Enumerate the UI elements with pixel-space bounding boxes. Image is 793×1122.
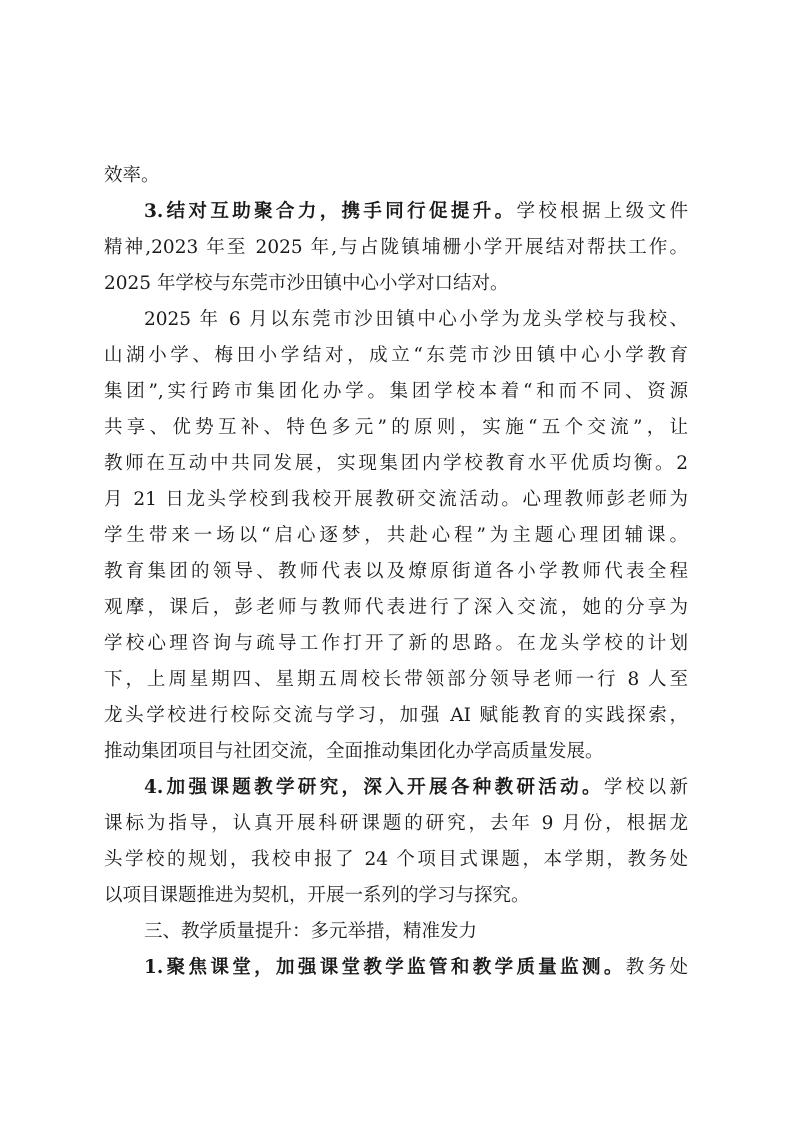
para-line: 课标为指导，认真开展科研课题的研究，去年 9 月份，根据龙 [104,813,688,834]
para-line: 观摩，课后，彭老师与教师代表进行了深入交流，她的分享为 [104,597,688,618]
heading-3-line: 3.结对互助聚合力，携手同行促提升。学校根据上级文件 [144,201,688,222]
para-line: 精神,2023 年至 2025 年,与占陇镇埔栅小学开展结对帮扶工作。 [104,237,688,258]
para-line: 推动集团项目与社团交流，全面推动集团化办学高质量发展。 [104,741,604,762]
para-line: 共享、优势互补、特色多元”的原则，实施“五个交流”，让 [104,417,688,438]
para-line: 山湖小学、梅田小学结对，成立“东莞市沙田镇中心小学教育 [104,345,688,366]
para-line: 下，上周星期四、星期五周校长带领部分领导老师一行 8 人至 [104,669,688,690]
para-line: 学校心理咨询与疏导工作打开了新的思路。在龙头学校的计划 [104,633,688,654]
section-heading-3: 三、教学质量提升：多元举措，精准发力 [144,921,478,942]
para-line-1: 效率。 [104,165,160,186]
para-line: 头学校的规划，我校申报了 24 个项目式课题，本学期，教务处 [104,849,688,870]
heading-1-title: 1.聚焦课堂，加强课堂教学监管和教学质量监测。 [144,957,626,978]
heading-4-title: 4.加强课题教学研究，深入开展各种教研活动。 [144,777,604,798]
heading-1-line: 1.聚焦课堂，加强课堂教学监管和教学质量监测。教务处 [144,957,688,978]
document-page [104,158,688,986]
para-line: 龙头学校进行校际交流与学习，加强 AI 赋能教育的实践探索， [104,705,688,726]
para-line: 教师在互动中共同发展，实现集团内学校教育水平优质均衡。2 [104,453,688,474]
para-line: 2025 年 6 月以东莞市沙田镇中心小学为龙头学校与我校、 [144,309,688,330]
heading-4-line: 4.加强课题教学研究，深入开展各种教研活动。学校以新 [144,777,688,798]
para-line: 学生带来一场以“启心逐梦，共赴心程”为主题心理团辅课。 [104,525,688,546]
para-line: 月 21 日龙头学校到我校开展教研交流活动。心理教师彭老师为 [104,489,688,510]
para-line: 教育集团的领导、教师代表以及燎原街道各小学教师代表全程 [104,561,688,582]
para-line: 以项目课题推进为契机，开展一系列的学习与探究。 [104,885,530,906]
para-line: 2025 年学校与东莞市沙田镇中心小学对口结对。 [104,273,509,294]
heading-3-title: 3.结对互助聚合力，携手同行促提升。 [144,201,517,222]
para-line: 集团”,实行跨市集团化办学。集团学校本着“和而不同、资源 [104,381,688,402]
